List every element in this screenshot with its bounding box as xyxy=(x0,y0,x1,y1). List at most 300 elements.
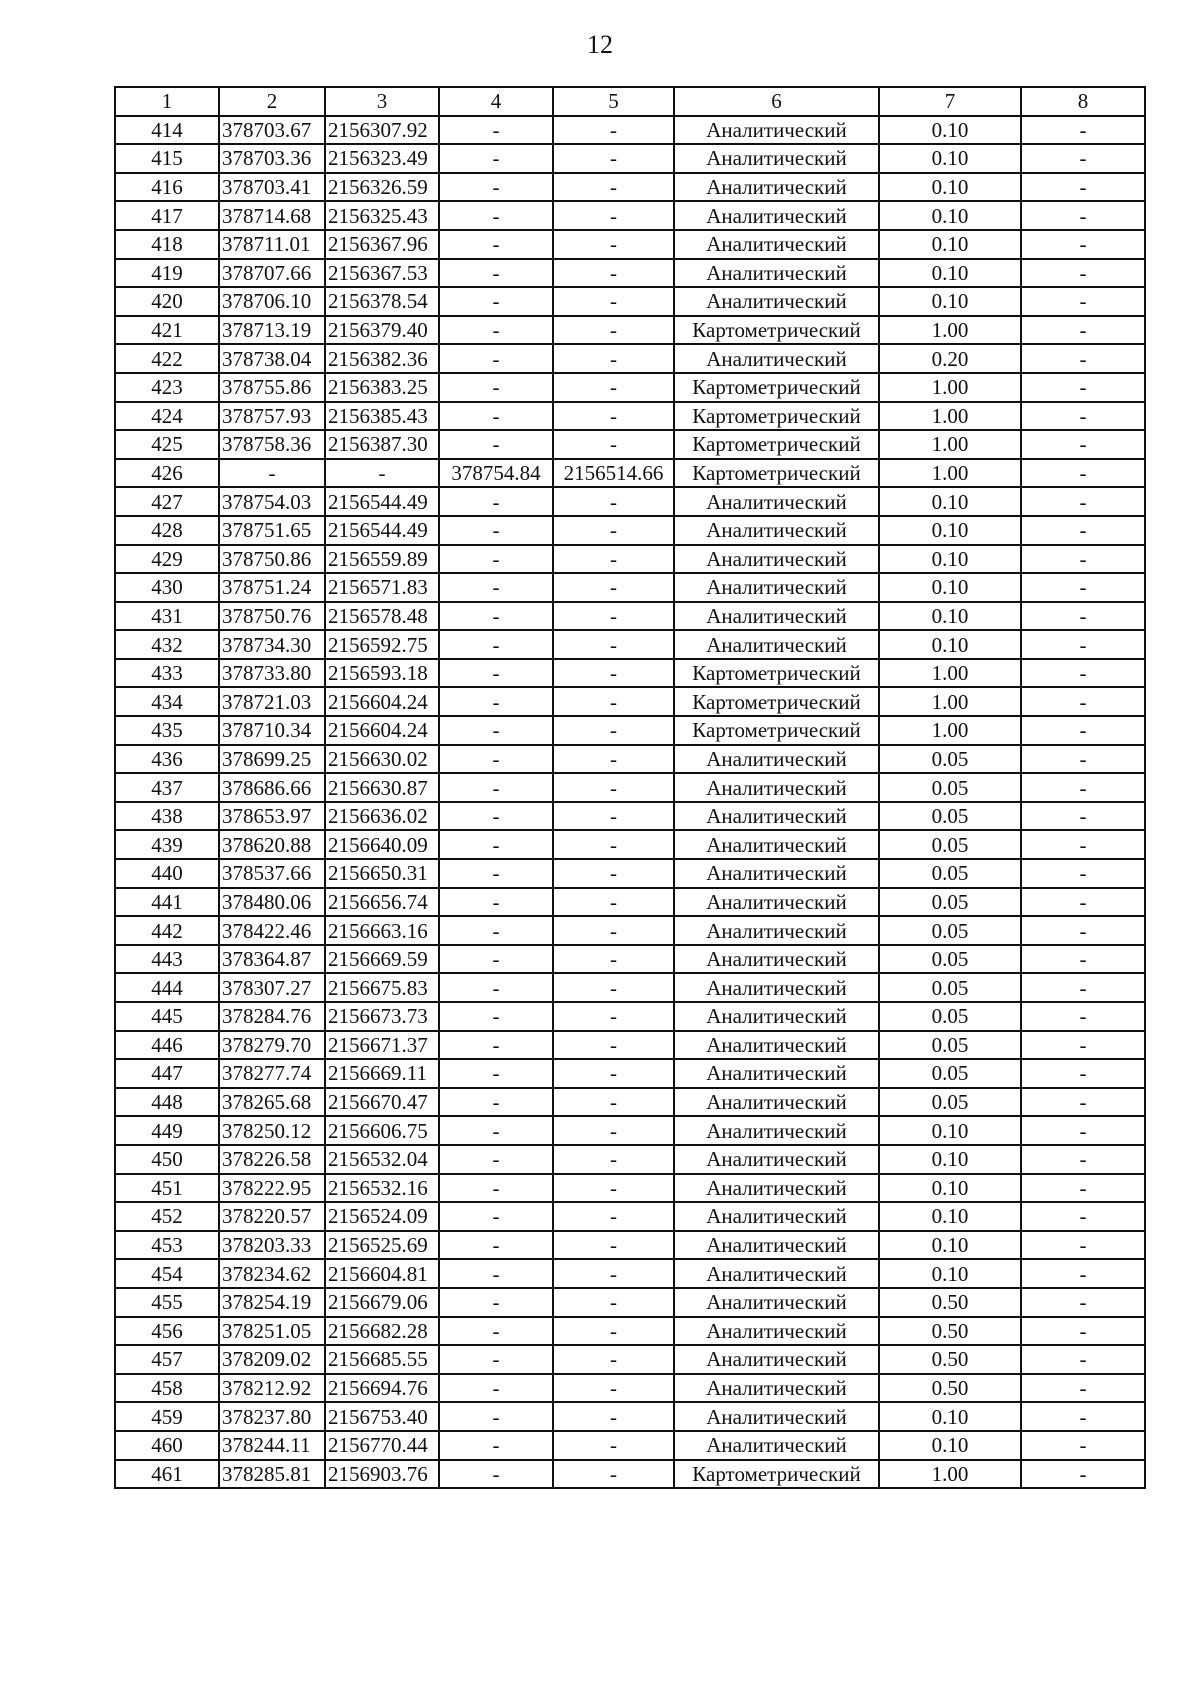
y-new-coordinate-cell: - xyxy=(553,945,674,974)
accuracy-cell: 0.05 xyxy=(879,830,1021,859)
x-new-coordinate-cell: - xyxy=(439,830,553,859)
y-new-coordinate-cell: - xyxy=(553,487,674,516)
table-row xyxy=(115,1031,1145,1060)
x-new-coordinate-cell: - xyxy=(439,1088,553,1117)
x-new-coordinate-cell: - xyxy=(439,602,553,631)
y-coordinate-cell: 2156593.18 xyxy=(325,659,439,688)
x-new-coordinate-cell: - xyxy=(439,287,553,316)
y-new-coordinate-cell: 2156514.66 xyxy=(553,459,674,488)
x-new-coordinate-cell: - xyxy=(439,859,553,888)
method-cell: Аналитический xyxy=(674,1116,879,1145)
point-number-cell: 449 xyxy=(115,1116,219,1145)
table-row xyxy=(115,1231,1145,1260)
y-new-coordinate-cell: - xyxy=(553,802,674,831)
accuracy-cell: 0.10 xyxy=(879,573,1021,602)
method-cell: Картометрический xyxy=(674,459,879,488)
x-new-coordinate-cell: - xyxy=(439,1231,553,1260)
point-number-cell: 422 xyxy=(115,344,219,373)
table-row xyxy=(115,344,1145,373)
table-row xyxy=(115,773,1145,802)
accuracy-cell: 0.10 xyxy=(879,1116,1021,1145)
column-header: 2 xyxy=(219,87,325,116)
table-row xyxy=(115,116,1145,145)
point-number-cell: 427 xyxy=(115,487,219,516)
y-new-coordinate-cell: - xyxy=(553,402,674,431)
x-new-coordinate-cell: - xyxy=(439,1059,553,1088)
description-cell: - xyxy=(1021,945,1145,974)
x-new-coordinate-cell: - xyxy=(439,144,553,173)
description-cell: - xyxy=(1021,344,1145,373)
x-new-coordinate-cell: - xyxy=(439,659,553,688)
method-cell: Аналитический xyxy=(674,1088,879,1117)
y-coordinate-cell: 2156679.06 xyxy=(325,1288,439,1317)
y-coordinate-cell: 2156770.44 xyxy=(325,1431,439,1460)
point-number-cell: 430 xyxy=(115,573,219,602)
x-new-coordinate-cell: - xyxy=(439,545,553,574)
y-coordinate-cell: 2156532.04 xyxy=(325,1145,439,1174)
x-new-coordinate-cell: - xyxy=(439,487,553,516)
description-cell: - xyxy=(1021,916,1145,945)
y-coordinate-cell: 2156532.16 xyxy=(325,1174,439,1203)
column-header: 3 xyxy=(325,87,439,116)
y-coordinate-cell: 2156571.83 xyxy=(325,573,439,602)
y-coordinate-cell: 2156385.43 xyxy=(325,402,439,431)
description-cell: - xyxy=(1021,1402,1145,1431)
accuracy-cell: 0.05 xyxy=(879,916,1021,945)
table-header-row xyxy=(115,87,1145,116)
x-coordinate-cell: 378237.80 xyxy=(219,1402,325,1431)
y-coordinate-cell: 2156379.40 xyxy=(325,316,439,345)
accuracy-cell: 0.50 xyxy=(879,1345,1021,1374)
point-number-cell: 417 xyxy=(115,201,219,230)
y-coordinate-cell: 2156671.37 xyxy=(325,1031,439,1060)
accuracy-cell: 0.05 xyxy=(879,945,1021,974)
x-new-coordinate-cell: - xyxy=(439,316,553,345)
description-cell: - xyxy=(1021,859,1145,888)
x-coordinate-cell: 378711.01 xyxy=(219,230,325,259)
table-row xyxy=(115,1002,1145,1031)
method-cell: Аналитический xyxy=(674,830,879,859)
table-row xyxy=(115,487,1145,516)
y-coordinate-cell: 2156326.59 xyxy=(325,173,439,202)
y-new-coordinate-cell: - xyxy=(553,344,674,373)
accuracy-cell: 0.50 xyxy=(879,1374,1021,1403)
method-cell: Аналитический xyxy=(674,1345,879,1374)
y-new-coordinate-cell: - xyxy=(553,1402,674,1431)
description-cell: - xyxy=(1021,659,1145,688)
description-cell: - xyxy=(1021,830,1145,859)
y-coordinate-cell: 2156669.59 xyxy=(325,945,439,974)
accuracy-cell: 1.00 xyxy=(879,430,1021,459)
accuracy-cell: 0.10 xyxy=(879,487,1021,516)
x-new-coordinate-cell: - xyxy=(439,1202,553,1231)
method-cell: Аналитический xyxy=(674,802,879,831)
table-row xyxy=(115,173,1145,202)
y-coordinate-cell: 2156604.81 xyxy=(325,1259,439,1288)
accuracy-cell: 1.00 xyxy=(879,402,1021,431)
point-number-cell: 437 xyxy=(115,773,219,802)
description-cell: - xyxy=(1021,259,1145,288)
y-new-coordinate-cell: - xyxy=(553,1059,674,1088)
method-cell: Аналитический xyxy=(674,287,879,316)
x-coordinate-cell: 378755.86 xyxy=(219,373,325,402)
accuracy-cell: 1.00 xyxy=(879,687,1021,716)
x-coordinate-cell: 378212.92 xyxy=(219,1374,325,1403)
x-new-coordinate-cell: - xyxy=(439,773,553,802)
table-row xyxy=(115,945,1145,974)
description-cell: - xyxy=(1021,173,1145,202)
y-new-coordinate-cell: - xyxy=(553,144,674,173)
accuracy-cell: 0.10 xyxy=(879,230,1021,259)
coordinates-table xyxy=(114,86,1146,1489)
table-row xyxy=(115,859,1145,888)
y-new-coordinate-cell: - xyxy=(553,1002,674,1031)
y-coordinate-cell: 2156559.89 xyxy=(325,545,439,574)
method-cell: Аналитический xyxy=(674,602,879,631)
method-cell: Аналитический xyxy=(674,487,879,516)
x-new-coordinate-cell: - xyxy=(439,888,553,917)
table-row xyxy=(115,973,1145,1002)
method-cell: Аналитический xyxy=(674,173,879,202)
method-cell: Картометрический xyxy=(674,430,879,459)
accuracy-cell: 0.10 xyxy=(879,516,1021,545)
accuracy-cell: 0.10 xyxy=(879,144,1021,173)
description-cell: - xyxy=(1021,1259,1145,1288)
y-coordinate-cell: 2156630.87 xyxy=(325,773,439,802)
x-new-coordinate-cell: - xyxy=(439,430,553,459)
y-new-coordinate-cell: - xyxy=(553,602,674,631)
table-row xyxy=(115,916,1145,945)
y-coordinate-cell: 2156604.24 xyxy=(325,716,439,745)
description-cell: - xyxy=(1021,1431,1145,1460)
accuracy-cell: 0.05 xyxy=(879,1002,1021,1031)
accuracy-cell: 0.05 xyxy=(879,1059,1021,1088)
point-number-cell: 451 xyxy=(115,1174,219,1203)
x-coordinate-cell: 378706.10 xyxy=(219,287,325,316)
x-coordinate-cell: 378703.36 xyxy=(219,144,325,173)
accuracy-cell: 0.10 xyxy=(879,1145,1021,1174)
table-row xyxy=(115,459,1145,488)
y-coordinate-cell: 2156903.76 xyxy=(325,1460,439,1489)
accuracy-cell: 1.00 xyxy=(879,459,1021,488)
table-row xyxy=(115,516,1145,545)
description-cell: - xyxy=(1021,1202,1145,1231)
point-number-cell: 461 xyxy=(115,1460,219,1489)
table-row xyxy=(115,144,1145,173)
y-new-coordinate-cell: - xyxy=(553,773,674,802)
method-cell: Аналитический xyxy=(674,1174,879,1203)
x-coordinate-cell: 378537.66 xyxy=(219,859,325,888)
table-row xyxy=(115,1145,1145,1174)
accuracy-cell: 1.00 xyxy=(879,373,1021,402)
method-cell: Картометрический xyxy=(674,402,879,431)
table-row xyxy=(115,602,1145,631)
x-new-coordinate-cell: - xyxy=(439,1460,553,1489)
method-cell: Аналитический xyxy=(674,1059,879,1088)
x-new-coordinate-cell: - xyxy=(439,344,553,373)
y-new-coordinate-cell: - xyxy=(553,916,674,945)
x-coordinate-cell: 378751.65 xyxy=(219,516,325,545)
table-row xyxy=(115,830,1145,859)
point-number-cell: 436 xyxy=(115,745,219,774)
description-cell: - xyxy=(1021,1088,1145,1117)
x-coordinate-cell: 378751.24 xyxy=(219,573,325,602)
x-coordinate-cell: 378758.36 xyxy=(219,430,325,459)
accuracy-cell: 0.20 xyxy=(879,344,1021,373)
y-new-coordinate-cell: - xyxy=(553,716,674,745)
y-coordinate-cell: 2156592.75 xyxy=(325,630,439,659)
method-cell: Картометрический xyxy=(674,687,879,716)
table-row xyxy=(115,659,1145,688)
accuracy-cell: 0.05 xyxy=(879,802,1021,831)
page-number: 12 xyxy=(587,30,613,59)
accuracy-cell: 0.05 xyxy=(879,973,1021,1002)
x-new-coordinate-cell: - xyxy=(439,201,553,230)
point-number-cell: 452 xyxy=(115,1202,219,1231)
table-row xyxy=(115,545,1145,574)
x-new-coordinate-cell: - xyxy=(439,1259,553,1288)
description-cell: - xyxy=(1021,888,1145,917)
column-header: 5 xyxy=(553,87,674,116)
y-new-coordinate-cell: - xyxy=(553,116,674,145)
point-number-cell: 421 xyxy=(115,316,219,345)
y-new-coordinate-cell: - xyxy=(553,1374,674,1403)
method-cell: Аналитический xyxy=(674,745,879,774)
x-new-coordinate-cell: - xyxy=(439,945,553,974)
x-coordinate-cell: 378714.68 xyxy=(219,201,325,230)
y-coordinate-cell: 2156682.28 xyxy=(325,1317,439,1346)
description-cell: - xyxy=(1021,230,1145,259)
accuracy-cell: 1.00 xyxy=(879,316,1021,345)
description-cell: - xyxy=(1021,1460,1145,1489)
accuracy-cell: 0.05 xyxy=(879,888,1021,917)
table-row xyxy=(115,1345,1145,1374)
y-new-coordinate-cell: - xyxy=(553,573,674,602)
table-row xyxy=(115,1116,1145,1145)
x-coordinate-cell: - xyxy=(219,459,325,488)
description-cell: - xyxy=(1021,716,1145,745)
description-cell: - xyxy=(1021,116,1145,145)
point-number-cell: 440 xyxy=(115,859,219,888)
description-cell: - xyxy=(1021,745,1145,774)
y-coordinate-cell: 2156578.48 xyxy=(325,602,439,631)
point-number-cell: 420 xyxy=(115,287,219,316)
method-cell: Аналитический xyxy=(674,1202,879,1231)
description-cell: - xyxy=(1021,773,1145,802)
x-coordinate-cell: 378234.62 xyxy=(219,1259,325,1288)
method-cell: Аналитический xyxy=(674,1317,879,1346)
table-row xyxy=(115,1431,1145,1460)
description-cell: - xyxy=(1021,1345,1145,1374)
y-new-coordinate-cell: - xyxy=(553,1431,674,1460)
table-row xyxy=(115,230,1145,259)
y-new-coordinate-cell: - xyxy=(553,1317,674,1346)
method-cell: Аналитический xyxy=(674,573,879,602)
accuracy-cell: 0.05 xyxy=(879,773,1021,802)
y-new-coordinate-cell: - xyxy=(553,973,674,1002)
column-header: 7 xyxy=(879,87,1021,116)
y-coordinate-cell: 2156382.36 xyxy=(325,344,439,373)
table-row xyxy=(115,373,1145,402)
x-coordinate-cell: 378703.67 xyxy=(219,116,325,145)
table-row xyxy=(115,1374,1145,1403)
y-new-coordinate-cell: - xyxy=(553,1460,674,1489)
table-row xyxy=(115,287,1145,316)
point-number-cell: 425 xyxy=(115,430,219,459)
x-coordinate-cell: 378244.11 xyxy=(219,1431,325,1460)
x-new-coordinate-cell: - xyxy=(439,1431,553,1460)
x-new-coordinate-cell: - xyxy=(439,1374,553,1403)
y-coordinate-cell: 2156669.11 xyxy=(325,1059,439,1088)
x-new-coordinate-cell: - xyxy=(439,716,553,745)
method-cell: Аналитический xyxy=(674,630,879,659)
x-coordinate-cell: 378733.80 xyxy=(219,659,325,688)
y-new-coordinate-cell: - xyxy=(553,1345,674,1374)
table-row xyxy=(115,1460,1145,1489)
description-cell: - xyxy=(1021,602,1145,631)
x-coordinate-cell: 378307.27 xyxy=(219,973,325,1002)
description-cell: - xyxy=(1021,516,1145,545)
x-new-coordinate-cell: - xyxy=(439,1288,553,1317)
table-row xyxy=(115,1202,1145,1231)
y-new-coordinate-cell: - xyxy=(553,1116,674,1145)
y-coordinate-cell: 2156378.54 xyxy=(325,287,439,316)
accuracy-cell: 0.10 xyxy=(879,1259,1021,1288)
y-coordinate-cell: 2156387.30 xyxy=(325,430,439,459)
y-coordinate-cell: 2156650.31 xyxy=(325,859,439,888)
accuracy-cell: 0.10 xyxy=(879,1402,1021,1431)
x-coordinate-cell: 378364.87 xyxy=(219,945,325,974)
x-coordinate-cell: 378721.03 xyxy=(219,687,325,716)
x-new-coordinate-cell: - xyxy=(439,173,553,202)
point-number-cell: 431 xyxy=(115,602,219,631)
x-new-coordinate-cell: - xyxy=(439,1174,553,1203)
point-number-cell: 445 xyxy=(115,1002,219,1031)
method-cell: Аналитический xyxy=(674,888,879,917)
accuracy-cell: 0.10 xyxy=(879,116,1021,145)
point-number-cell: 438 xyxy=(115,802,219,831)
y-new-coordinate-cell: - xyxy=(553,1088,674,1117)
y-coordinate-cell: 2156325.43 xyxy=(325,201,439,230)
y-coordinate-cell: 2156606.75 xyxy=(325,1116,439,1145)
y-new-coordinate-cell: - xyxy=(553,1231,674,1260)
y-new-coordinate-cell: - xyxy=(553,630,674,659)
accuracy-cell: 0.10 xyxy=(879,630,1021,659)
accuracy-cell: 0.05 xyxy=(879,1031,1021,1060)
x-new-coordinate-cell: - xyxy=(439,687,553,716)
y-coordinate-cell: 2156673.73 xyxy=(325,1002,439,1031)
point-number-cell: 428 xyxy=(115,516,219,545)
y-coordinate-cell: 2156675.83 xyxy=(325,973,439,1002)
x-new-coordinate-cell: - xyxy=(439,116,553,145)
description-cell: - xyxy=(1021,973,1145,1002)
x-coordinate-cell: 378754.03 xyxy=(219,487,325,516)
point-number-cell: 433 xyxy=(115,659,219,688)
description-cell: - xyxy=(1021,1374,1145,1403)
x-coordinate-cell: 378653.97 xyxy=(219,802,325,831)
table-row xyxy=(115,316,1145,345)
y-new-coordinate-cell: - xyxy=(553,316,674,345)
accuracy-cell: 0.10 xyxy=(879,1202,1021,1231)
point-number-cell: 448 xyxy=(115,1088,219,1117)
description-cell: - xyxy=(1021,487,1145,516)
y-coordinate-cell: 2156525.69 xyxy=(325,1231,439,1260)
y-new-coordinate-cell: - xyxy=(553,859,674,888)
x-new-coordinate-cell: - xyxy=(439,1402,553,1431)
y-coordinate-cell: 2156524.09 xyxy=(325,1202,439,1231)
accuracy-cell: 0.10 xyxy=(879,259,1021,288)
x-new-coordinate-cell: - xyxy=(439,1002,553,1031)
description-cell: - xyxy=(1021,1002,1145,1031)
y-coordinate-cell: 2156604.24 xyxy=(325,687,439,716)
point-number-cell: 459 xyxy=(115,1402,219,1431)
x-new-coordinate-cell: - xyxy=(439,402,553,431)
y-coordinate-cell: 2156544.49 xyxy=(325,516,439,545)
x-coordinate-cell: 378757.93 xyxy=(219,402,325,431)
y-coordinate-cell: 2156307.92 xyxy=(325,116,439,145)
x-new-coordinate-cell: - xyxy=(439,1145,553,1174)
column-header: 1 xyxy=(115,87,219,116)
x-coordinate-cell: 378251.05 xyxy=(219,1317,325,1346)
table-row xyxy=(115,402,1145,431)
description-cell: - xyxy=(1021,802,1145,831)
x-new-coordinate-cell: - xyxy=(439,745,553,774)
method-cell: Аналитический xyxy=(674,545,879,574)
x-new-coordinate-cell: - xyxy=(439,916,553,945)
description-cell: - xyxy=(1021,573,1145,602)
y-new-coordinate-cell: - xyxy=(553,1031,674,1060)
point-number-cell: 460 xyxy=(115,1431,219,1460)
accuracy-cell: 0.10 xyxy=(879,545,1021,574)
x-coordinate-cell: 378620.88 xyxy=(219,830,325,859)
y-coordinate-cell: 2156636.02 xyxy=(325,802,439,831)
x-new-coordinate-cell: 378754.84 xyxy=(439,459,553,488)
table-row xyxy=(115,573,1145,602)
table-row xyxy=(115,430,1145,459)
y-new-coordinate-cell: - xyxy=(553,745,674,774)
point-number-cell: 418 xyxy=(115,230,219,259)
accuracy-cell: 0.10 xyxy=(879,201,1021,230)
x-coordinate-cell: 378284.76 xyxy=(219,1002,325,1031)
point-number-cell: 415 xyxy=(115,144,219,173)
x-new-coordinate-cell: - xyxy=(439,573,553,602)
x-new-coordinate-cell: - xyxy=(439,230,553,259)
table-row xyxy=(115,1288,1145,1317)
y-coordinate-cell: 2156383.25 xyxy=(325,373,439,402)
x-new-coordinate-cell: - xyxy=(439,1345,553,1374)
description-cell: - xyxy=(1021,1174,1145,1203)
y-coordinate-cell: 2156367.53 xyxy=(325,259,439,288)
table-row xyxy=(115,1259,1145,1288)
x-new-coordinate-cell: - xyxy=(439,259,553,288)
y-new-coordinate-cell: - xyxy=(553,287,674,316)
method-cell: Картометрический xyxy=(674,316,879,345)
x-coordinate-cell: 378209.02 xyxy=(219,1345,325,1374)
x-coordinate-cell: 378254.19 xyxy=(219,1288,325,1317)
description-cell: - xyxy=(1021,316,1145,345)
description-cell: - xyxy=(1021,630,1145,659)
x-new-coordinate-cell: - xyxy=(439,373,553,402)
x-coordinate-cell: 378222.95 xyxy=(219,1174,325,1203)
x-new-coordinate-cell: - xyxy=(439,1031,553,1060)
point-number-cell: 455 xyxy=(115,1288,219,1317)
x-coordinate-cell: 378750.76 xyxy=(219,602,325,631)
description-cell: - xyxy=(1021,201,1145,230)
method-cell: Аналитический xyxy=(674,116,879,145)
accuracy-cell: 0.10 xyxy=(879,602,1021,631)
method-cell: Аналитический xyxy=(674,859,879,888)
table-row xyxy=(115,716,1145,745)
